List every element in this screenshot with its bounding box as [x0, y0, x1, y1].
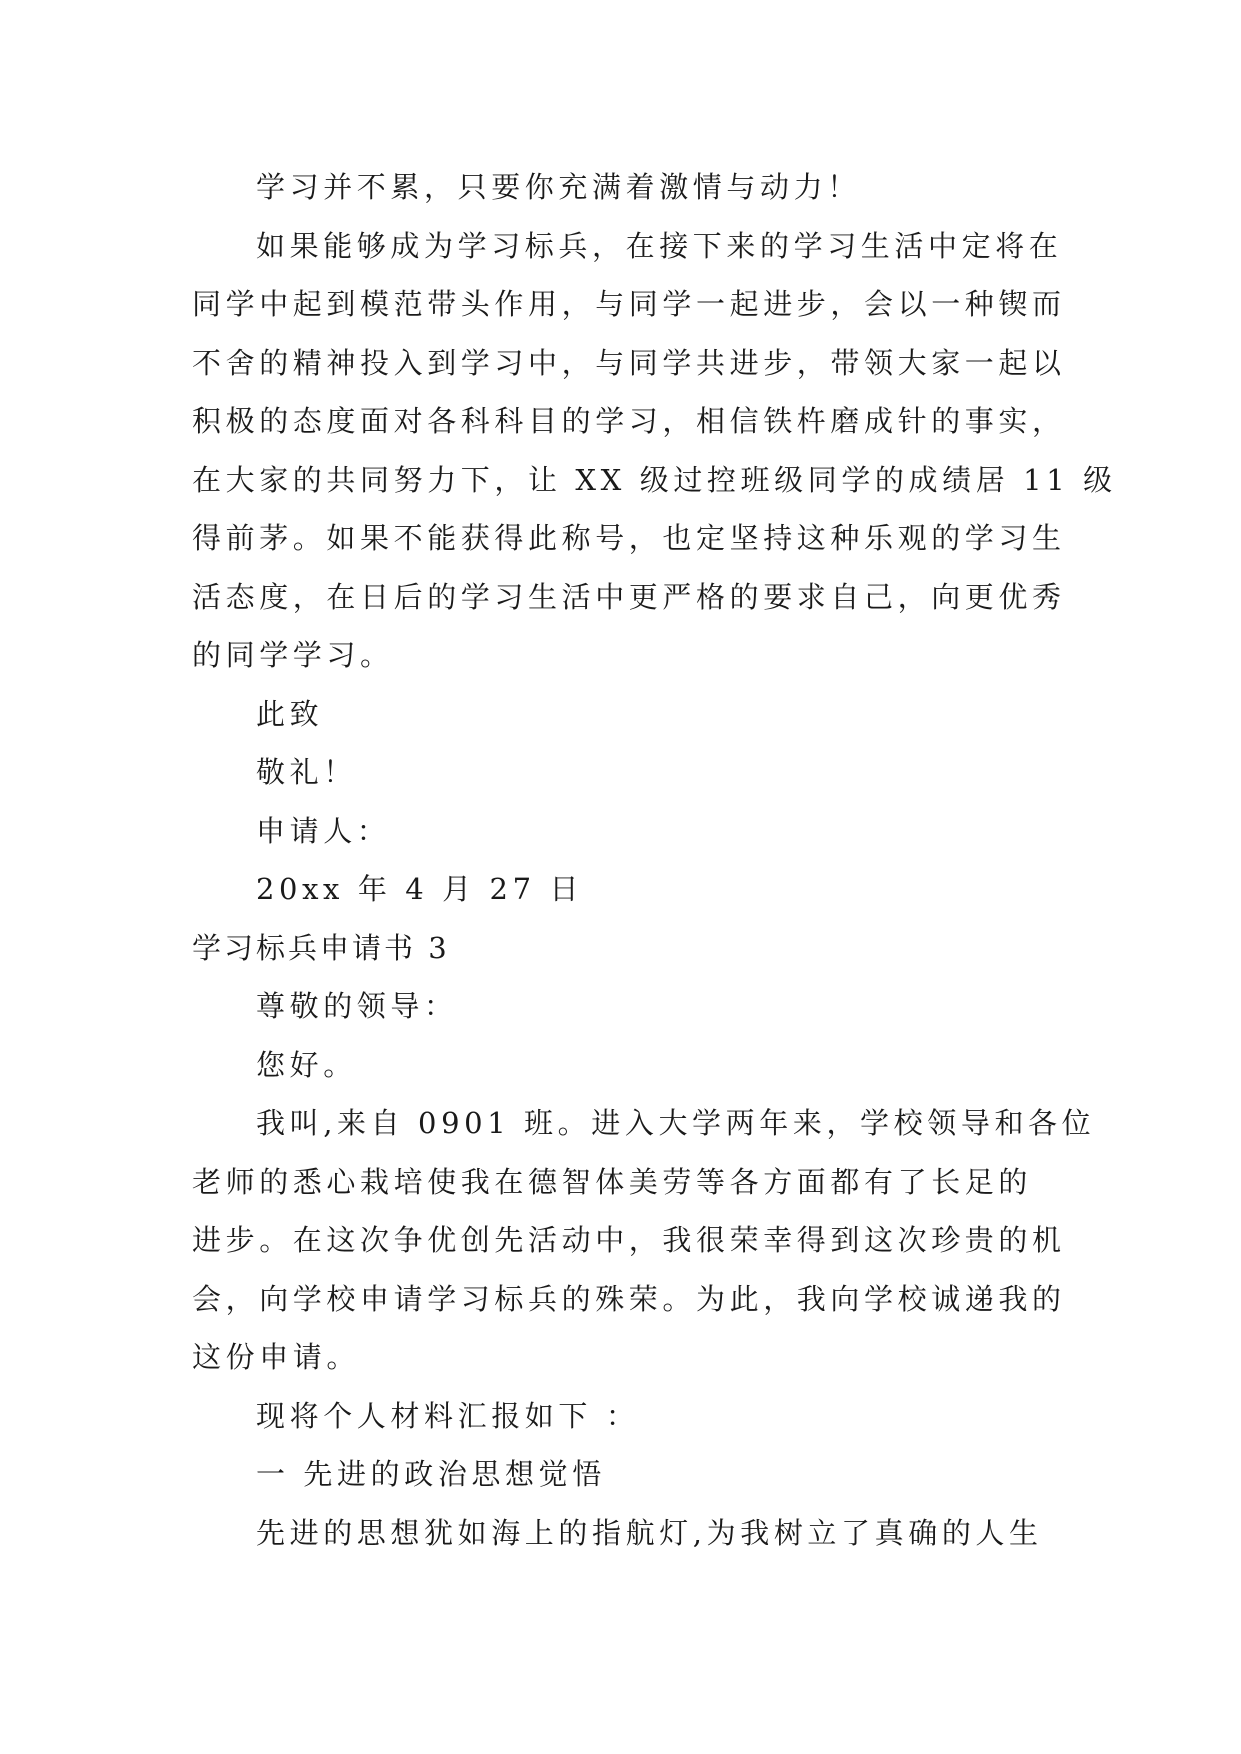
text-line: 老师的悉心栽培使我在德智体美劳等各方面都有了长足的 [192, 1164, 1033, 1199]
text-line: 20xx 年 4 月 27 日 [256, 872, 584, 906]
text-line: 我叫,来自 0901 班。进入大学两年来，学校领导和各位 [256, 1106, 1096, 1140]
text-line: 敬礼！ [256, 755, 357, 789]
text-line: 的同学学习。 [192, 638, 394, 672]
text-line: 积极的态度面对各科科目的学习，相信铁杵磨成针的事实， [192, 404, 1066, 438]
text-line: 此致 [256, 696, 324, 731]
text-line: 同学中起到模范带头作用，与同学一起进步，会以一种锲而 [192, 287, 1066, 321]
text-line: 得前茅。如果不能获得此称号，也定坚持这种乐观的学习生 [192, 521, 1066, 555]
text-line: 会，向学校申请学习标兵的殊荣。为此，我向学校诚递我的 [192, 1281, 1066, 1316]
text-line: 这份申请。 [192, 1340, 361, 1374]
section-title: 学习标兵申请书 3 [192, 930, 450, 965]
text-line: 活态度，在日后的学习生活中更严格的要求自己，向更优秀 [192, 579, 1066, 614]
text-line: 进步。在这次争优创先活动中，我很荣幸得到这次珍贵的机 [192, 1223, 1066, 1257]
text-line: 一 先进的政治思想觉悟 [256, 1457, 606, 1491]
text-line: 在大家的共同努力下，让 XX 级过控班级同学的成绩居 11 级 [192, 462, 1117, 497]
text-line: 学习并不累，只要你充满着激情与动力！ [256, 170, 861, 204]
text-line: 现将个人材料汇报如下 ： [256, 1398, 640, 1433]
text-line: 先进的思想犹如海上的指航灯,为我树立了真确的人生 [256, 1515, 1043, 1550]
text-line: 您好。 [256, 1047, 357, 1082]
text-line: 如果能够成为学习标兵，在接下来的学习生活中定将在 [256, 228, 1063, 263]
text-line: 尊敬的领导： [256, 989, 458, 1023]
text-line: 不舍的精神投入到学习中，与同学共进步，带领大家一起以 [192, 345, 1066, 380]
document-body [192, 158, 1117, 1562]
text-line: 申请人： [256, 813, 391, 848]
